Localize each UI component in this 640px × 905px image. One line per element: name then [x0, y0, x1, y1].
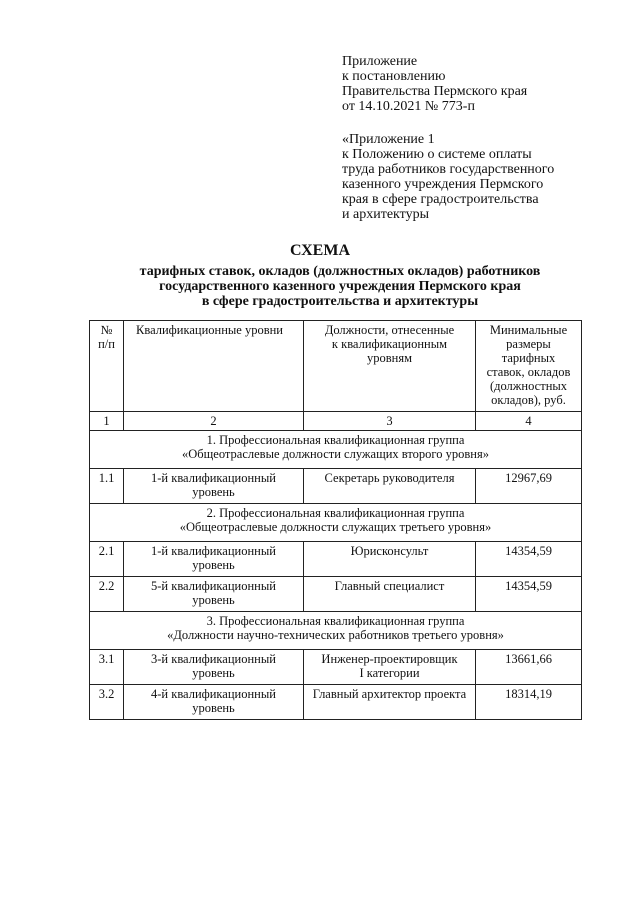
- column-number: 1: [90, 412, 124, 431]
- subtitle-line: государственного казенного учреждения Пермского края: [159, 279, 521, 294]
- table-header-row: [90, 321, 582, 412]
- header-level: Квалификационные уровни: [124, 321, 304, 412]
- header-position-line: уровням: [366, 351, 412, 365]
- table-row: [90, 469, 582, 504]
- document-subtitle: [100, 264, 580, 309]
- row-position-line: Юрисконсульт: [350, 544, 429, 558]
- rates-table: [89, 320, 582, 720]
- appendix-quote-line: казенного учреждения Пермского: [342, 177, 544, 192]
- row-position-line: Главный специалист: [334, 579, 445, 593]
- row-position: [304, 650, 476, 685]
- header-num: [90, 321, 124, 412]
- row-position-line: I категории: [359, 666, 420, 680]
- group-title: [90, 431, 582, 469]
- table-row: [90, 650, 582, 685]
- group-title: [90, 612, 582, 650]
- table-row: [90, 685, 582, 720]
- row-level-line: 1-й квалификационный: [151, 471, 276, 485]
- column-number: 2: [124, 412, 304, 431]
- appendix-quote-line: труда работников государственного: [342, 162, 555, 177]
- header-rate-line: окладов), руб.: [491, 393, 566, 407]
- row-position-line: Секретарь руководителя: [324, 471, 455, 485]
- table-row: [90, 577, 582, 612]
- row-level: [124, 469, 304, 504]
- row-level: [124, 650, 304, 685]
- row-level-line: уровень: [192, 558, 235, 572]
- row-level: [124, 577, 304, 612]
- group-title: [90, 504, 582, 542]
- group-title-line: «Должности научно-технических работников третьего уровня»: [167, 628, 504, 642]
- column-number: 3: [304, 412, 476, 431]
- row-position-line: Главный архитектор проекта: [312, 687, 467, 701]
- row-position: [304, 469, 476, 504]
- appendix-line: к постановлению: [342, 69, 446, 84]
- row-level-line: 5-й квалификационный: [151, 579, 276, 593]
- row-position: [304, 685, 476, 720]
- header-rate-line: тарифных: [501, 351, 556, 365]
- header-rate-line: (должностных: [489, 379, 568, 393]
- appendix-line: Правительства Пермского края: [342, 84, 528, 99]
- group-title-line: 3. Профессиональная квалификационная группа: [206, 614, 465, 628]
- group-title-line: 2. Профессиональная квалификационная группа: [206, 506, 465, 520]
- header-num-line: п/п: [98, 337, 115, 351]
- document-title: СХЕМА: [289, 242, 351, 259]
- table-row: [90, 542, 582, 577]
- header-rate-line: размеры: [506, 337, 551, 351]
- row-level-line: 4-й квалификационный: [151, 687, 276, 701]
- group-title-line: «Общеотраслевые должности служащих третьего уровня»: [179, 520, 492, 534]
- group-row: [90, 612, 582, 650]
- appendix-quote-line: «Приложение 1: [342, 132, 435, 147]
- row-level-line: 1-й квалификационный: [151, 544, 276, 558]
- row-position: [304, 577, 476, 612]
- header-rate-line: ставок, окладов: [486, 365, 571, 379]
- column-number-row: [90, 412, 582, 431]
- appendix-quote-line: к Положению о системе оплаты: [342, 147, 532, 162]
- group-row: [90, 504, 582, 542]
- group-title-line: «Общеотраслевые должности служащих второго уровня»: [182, 447, 489, 461]
- subtitle-line: тарифных ставок, окладов (должностных окладов) работников: [139, 264, 541, 279]
- subtitle-line: в сфере градостроительства и архитектуры: [201, 294, 479, 309]
- row-num: 2.2: [90, 577, 124, 612]
- row-position: [304, 542, 476, 577]
- row-level: [124, 685, 304, 720]
- group-title-line: 1. Профессиональная квалификационная группа: [206, 433, 465, 447]
- header-position-line: к квалификационным: [331, 337, 448, 351]
- appendix-line: от 14.10.2021 № 773-п: [342, 99, 475, 114]
- group-row: [90, 431, 582, 469]
- row-rate: 12967,69: [476, 469, 582, 504]
- row-level: [124, 542, 304, 577]
- header-position: [304, 321, 476, 412]
- row-num: 3.2: [90, 685, 124, 720]
- row-level-line: уровень: [192, 485, 235, 499]
- appendix-quote-line: и архитектуры: [342, 207, 429, 222]
- appendix-quote-line: края в сфере градостроительства: [342, 192, 539, 207]
- row-level-line: уровень: [192, 701, 235, 715]
- row-rate: 14354,59: [476, 577, 582, 612]
- row-level-line: уровень: [192, 593, 235, 607]
- row-level-line: уровень: [192, 666, 235, 680]
- row-level-line: 3-й квалификационный: [151, 652, 276, 666]
- row-rate: 14354,59: [476, 542, 582, 577]
- header-num-line: №: [100, 323, 113, 337]
- row-num: 2.1: [90, 542, 124, 577]
- row-num: 1.1: [90, 469, 124, 504]
- row-rate: 13661,66: [476, 650, 582, 685]
- appendix-quote-header: [342, 132, 622, 222]
- appendix-header: [342, 54, 622, 114]
- column-number: 4: [476, 412, 582, 431]
- row-position-line: Инженер-проектировщик: [321, 652, 458, 666]
- appendix-line: Приложение: [342, 54, 418, 69]
- header-position-line: Должности, отнесенные: [324, 323, 455, 337]
- header-rate-line: Минимальные: [489, 323, 568, 337]
- row-num: 3.1: [90, 650, 124, 685]
- row-rate: 18314,19: [476, 685, 582, 720]
- header-rate: [476, 321, 582, 412]
